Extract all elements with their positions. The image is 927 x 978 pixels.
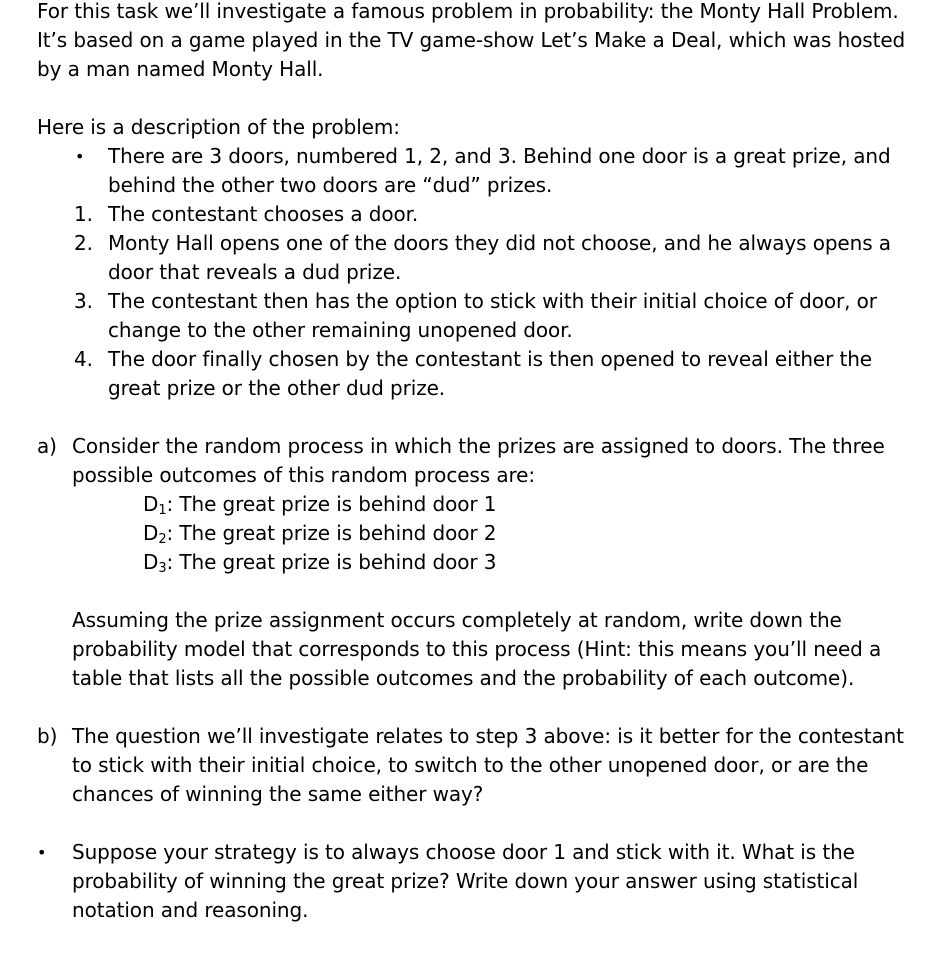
intro-paragraph: For this task we’ll investigate a famous problem in probability: the Monty Hall Problem. It’s based on a game played in the TV game-show Let’s Make a Deal, which was hosted by a man named Monty Hall. xyxy=(37,0,906,81)
outcome-item: $D_2$: The great prize is behind door 2 xyxy=(143,521,497,547)
bullet-marker: • xyxy=(37,843,47,862)
list-item xyxy=(37,142,917,200)
list-item xyxy=(37,287,917,345)
question-b-marker: b) xyxy=(37,724,58,748)
question-a xyxy=(37,432,917,693)
question-b-bullet-text: Suppose your strategy is to always choose door 1 and stick with it. What is the probability of winning the great prize? Write down your answer using statistical notation and reasoning. xyxy=(72,840,859,922)
step-number: 2. xyxy=(74,231,93,255)
list-item xyxy=(37,345,917,403)
question-a-text: Consider the random process in which the prizes are assigned to doors. The three possible outcomes of this random process are: xyxy=(72,434,885,487)
outcome-item: $D_3$: The great prize is behind door 3 xyxy=(143,550,497,576)
list-item-text: The contestant chooses a door. xyxy=(108,202,419,226)
question-b-bullet xyxy=(37,838,917,925)
question-a-followup: Assuming the prize assignment occurs completely at random, write down the probability model that corresponds to this process (Hint: this means you’ll need a table that lists all the possible outcomes and the probability of each outcome). xyxy=(72,608,882,690)
list-item-text: There are 3 doors, numbered 1, 2, and 3. Behind one door is a great prize, and behind the other two doors are “dud” prizes. xyxy=(108,144,891,197)
document xyxy=(37,0,917,925)
list-item xyxy=(37,229,917,287)
outcome-item: $D_1$: The great prize is behind door 1 xyxy=(143,492,497,518)
step-number: 1. xyxy=(74,202,93,226)
description-label: Here is a description of the problem: xyxy=(37,115,400,139)
question-b-text: The question we’ll investigate relates to step 3 above: is it better for the contestant to stick with their initial choice, to switch to the other unopened door, or are the chances of winning the same either way? xyxy=(72,724,904,806)
list-item-text: The door finally chosen by the contestant is then opened to reveal either the great prize or the other dud prize. xyxy=(108,347,872,400)
step-number: 3. xyxy=(74,289,93,313)
steps-list xyxy=(37,142,917,403)
list-item-text: The contestant then has the option to stick with their initial choice of door, or change to the other remaining unopened door. xyxy=(108,289,877,342)
question-a-marker: a) xyxy=(37,434,57,458)
bullet-marker: • xyxy=(75,147,85,166)
step-number: 4. xyxy=(74,347,93,371)
outcomes-list xyxy=(37,490,917,577)
list-item xyxy=(37,200,917,229)
question-b xyxy=(37,722,917,925)
list-item-text: Monty Hall opens one of the doors they did not choose, and he always opens a door that reveals a dud prize. xyxy=(108,231,891,284)
